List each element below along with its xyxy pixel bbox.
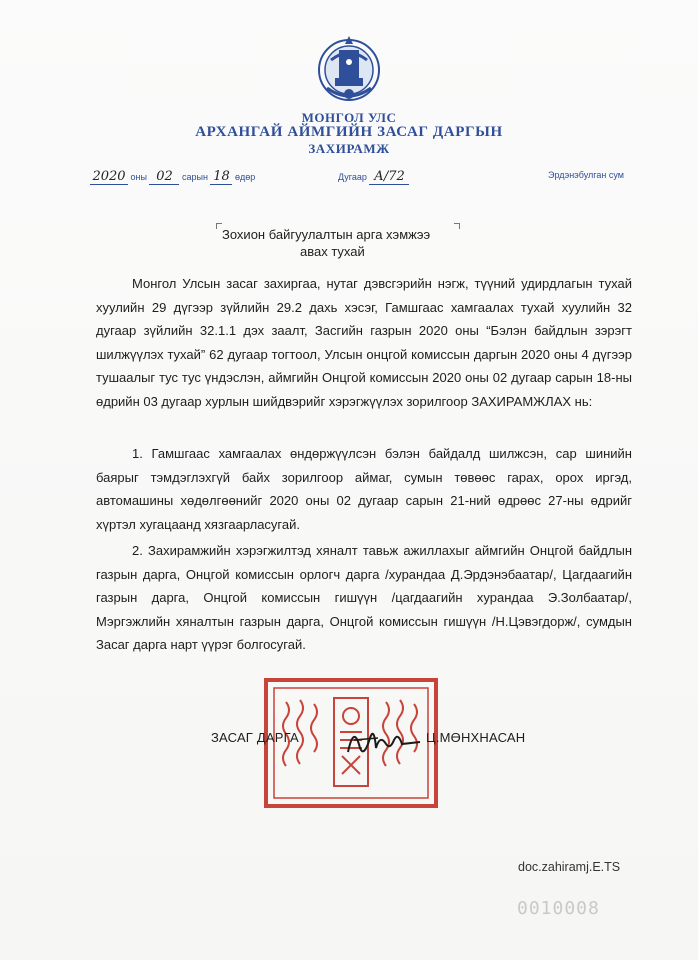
number-value: А/72	[369, 170, 409, 185]
subject-title	[222, 226, 462, 260]
document-number	[338, 170, 409, 185]
document-reference: doc.zahiramj.E.TS	[518, 860, 621, 874]
date-line	[90, 170, 255, 185]
number-label: Дугаар	[338, 172, 367, 182]
date-month-label: сарын	[182, 172, 208, 182]
preamble-text: Монгол Улсын засаг захиргаа, нутаг дэвсгэрийн нэгж, түүний удирдлагын тухай хуулийн 29 дүгээр зүйлийн 29.2 дахь хэсэг, Гамшгаас хамгаалах тухай хуулийн 32 дугаар зүйлийн 32.1.1 дэх заалт, Засгийн газрын 2020 оны “Бэлэн байдлын зэрэгт шилжүүлэх тухай” 62 дугаар тогтоол, Улсын онцгой комиссын даргын 2020 оны 4 дүгээр тушаалыг тус тус үндэслэн, аймгийн Онцгой комиссын 2020 оны 02 дугаар сарын 18-ны өдрийн 03 дугаар хурлын шийдвэрийг хэрэгжүүлэх зорилгоор	[96, 276, 632, 409]
handwritten-signature-icon	[344, 718, 424, 762]
date-year: 2020	[90, 170, 128, 185]
subject-line-1: Зохион байгуулалтын арга хэмжээ	[222, 227, 431, 242]
order-item-2: 2. Захирамжийн хэрэгжилтэд хяналт тавьж ажиллахыг аймгийн Онцгой байдлын газрын дарга, Онцгой комиссын орлогч дарга /хурандаа Д.Эрдэнэбаатар/, Цагдаагийн газрын дарга, Онцгой комиссын гишүүн /цагдаагийн хурандаа Э.Золбаатар/, Мэргэжлийн хяналтын газрын дарга, Онцгой комиссын гишүүн /Н.Цэвэгдорж/, сумдын Засаг дарга нарт үүрэг болгосугай.	[96, 543, 632, 652]
issue-place: Эрдэнэбулган сум	[548, 170, 624, 180]
date-month: 02	[149, 170, 179, 185]
header-country: МОНГОЛ УЛС	[301, 110, 397, 125]
subject-line-2: авах тухай	[300, 244, 365, 259]
order-word: ЗАХИРАМЖЛАХ нь:	[471, 393, 593, 409]
date-day-label: өдөр	[234, 172, 256, 182]
signatory-title: ЗАСАГ ДАРГА	[211, 730, 299, 745]
header-doc-type: ЗАХИРАМЖ	[308, 141, 390, 156]
date-year-label: оны	[130, 172, 147, 182]
serial-number: 0010008	[517, 898, 600, 919]
date-day: 18	[210, 170, 232, 185]
preamble-paragraph	[96, 272, 632, 413]
header-authority: АРХАНГАЙ АЙМГИЙН ЗАСАГ ДАРГЫН	[195, 124, 503, 140]
mongolia-state-emblem-icon	[317, 30, 381, 110]
signatory-name: Ц.МӨНХНАСАН	[426, 730, 526, 745]
order-item-1: 1. Гамшгаас хамгаалах өндөржүүлсэн бэлэн байдалд шилжсэн, сар шинийн баярыг тэмдэглэхгүй байх зорилгоор аймаг, сумын төвөөс гарах, орох иргэд, автомашины хөдөлгөөнийг 2020 оны 02 дугаар сарын 21-ний өдрөөс 27-ны өдрийг хүртэл хугацаанд хязгаарласугай.	[96, 446, 632, 532]
